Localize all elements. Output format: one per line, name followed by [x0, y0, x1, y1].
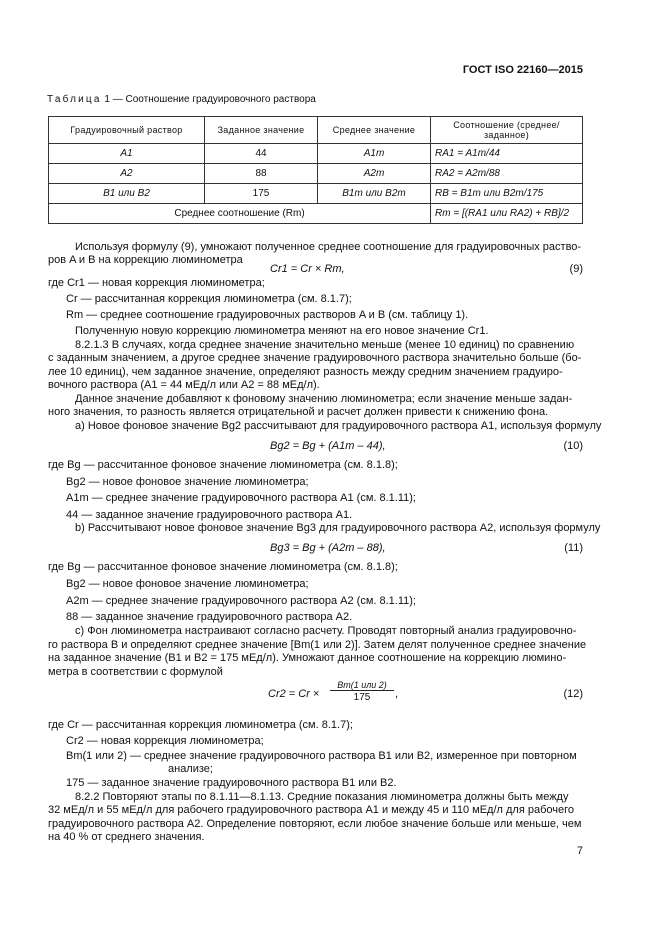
table-cell	[318, 184, 431, 204]
table-cell	[49, 164, 205, 184]
paragraph-line: ного значения, то разность является отрицательной и расчет должен привести к снижению фона.	[48, 406, 549, 418]
column-header: Градуировочный раствор	[49, 117, 205, 144]
equation-number: (11)	[564, 542, 583, 554]
column-header: Среднее значение	[318, 117, 431, 144]
definition-line: где Cr1 — новая коррекция люминометра;	[48, 277, 265, 289]
table-cell-text: A2m	[363, 168, 385, 179]
definition-line: 175 — заданное значение градуировочного раствора B1 или B2.	[66, 777, 397, 789]
equation-text: Cr2 = Cr ×	[268, 688, 320, 700]
table-cell-text: Rm = [(RA1 или RA2) + RB]/2	[435, 208, 570, 219]
definition-line: A1m — среднее значение градуировочного раствора A1 (см. 8.1.11);	[66, 492, 416, 504]
table-cell	[431, 184, 583, 204]
fraction-numerator-text: Bm(1 или 2)	[337, 680, 387, 690]
definition-line: 44 — заданное значение градуировочного раствора A1.	[66, 509, 353, 521]
definition-line: анализе;	[168, 763, 213, 775]
definition-line: Bg2 — новое фоновое значение люминометра;	[66, 578, 309, 590]
column-header: Соотношение (среднее/заданное)	[431, 117, 583, 144]
table-cell	[318, 164, 431, 184]
equation-10	[270, 440, 386, 452]
definition-line: A2m — среднее значение градуировочного раствора A2 (см. 8.1.11);	[66, 595, 416, 607]
definition-line: Bg2 — новое фоновое значение люминометра;	[66, 476, 309, 488]
equation-number: (9)	[569, 263, 583, 275]
table-cell	[431, 164, 583, 184]
definition-line: где Bg — рассчитанное фоновое значение люминометра (см. 8.1.8);	[48, 561, 398, 573]
definition-line: Bm(1 или 2) — среднее значение градуировочного раствора B1 или B2, измеренное при повторном	[66, 750, 577, 762]
equation-11	[270, 542, 386, 554]
table-cell	[318, 144, 431, 164]
definition-line: 88 — заданное значение градуировочного раствора A2.	[66, 611, 353, 623]
equation-number: (10)	[563, 440, 583, 452]
table-cell-text: A2	[120, 168, 133, 179]
paragraph-line: c) Фон люминометра настраивают согласно расчету. Проводят повторный анализ градуировочно-	[75, 625, 577, 637]
table-caption	[47, 94, 316, 105]
paragraph-line: метра в соответствии с формулой	[48, 666, 223, 678]
table-cell: 88	[205, 164, 318, 184]
table-header-row	[49, 117, 583, 144]
paragraph-line: градуировочного раствора A2. Определение повторяют, если любое значение больше или меньше, чем	[48, 818, 582, 830]
equation-12	[268, 688, 319, 700]
paragraph-line: вочного раствора (A1 = 44 мЕд/л или A2 = 88 мЕд/л).	[48, 379, 320, 391]
table-caption-word: Таблица	[47, 94, 102, 105]
definition-line: где Bg — рассчитанное фоновое значение люминометра (см. 8.1.8);	[48, 459, 398, 471]
definition-line: где Cr — рассчитанная коррекция люминометра (см. 8.1.7);	[48, 719, 353, 731]
table-cell-text: RA1 = A1m/44	[435, 148, 500, 159]
paragraph-line: b) Рассчитывают новое фоновое значение Bg3 для градуировочного раствора A2, используя формулу	[75, 522, 601, 534]
paragraph-line: 8.2.2 Повторяют этапы по 8.1.11—8.1.13. Средние показания люминометра должны быть между	[75, 791, 569, 803]
fraction-numerator	[330, 680, 394, 691]
page-number: 7	[576, 845, 583, 857]
equation-comma: ,	[395, 688, 399, 700]
document-code: ГОСТ ISO 22160—2015	[462, 64, 583, 76]
definition-line: Rm — среднее соотношение градуировочных растворов A и B (см. таблицу 1).	[66, 309, 469, 321]
equation-12-fraction	[330, 680, 394, 703]
paragraph-line: с заданным значением, а другое среднее значение градуировочного раствора значительно больше (бо-	[48, 352, 582, 364]
paragraph-line: Данное значение добавляют к фоновому значению люминометра; если значение меньше задан-	[75, 393, 573, 405]
table-cell	[431, 204, 583, 224]
equation-number: (12)	[563, 688, 583, 700]
table-cell	[431, 144, 583, 164]
table-row	[49, 184, 583, 204]
paragraph-line: 8.2.1.3 В случаях, когда среднее значение значительно меньше (менее 10 единиц) по сравнению	[75, 339, 575, 351]
paragraph-line: на заданное значение (B1 и B2 = 175 мЕд/л). Умножают данное соотношение на коррекцию люмино-	[48, 652, 567, 664]
table-cell: 44	[205, 144, 318, 164]
table-cell-text: A1	[120, 148, 133, 159]
paragraph-line: 32 мЕд/л и 55 мЕд/л для рабочего градуировочного раствора A1 и между 45 и 110 мЕд/л для рабочего	[48, 804, 574, 816]
table-row	[49, 144, 583, 164]
equation-9	[270, 263, 345, 275]
paragraph-line: ров A и B на коррекцию люминометра	[48, 254, 243, 266]
table-cell	[49, 144, 205, 164]
equation-text: Bg2 = Bg + (A1m – 44),	[270, 440, 386, 452]
table-row	[49, 164, 583, 184]
paragraph-line: Используя формулу (9), умножают полученное среднее соотношение для градуировочных раство-	[75, 241, 582, 253]
definition-line: Cr2 — новая коррекция люминометра;	[66, 735, 264, 747]
table-cell-text: B1 или B2	[103, 188, 150, 199]
paragraph-line: го раствора B и определяют среднее значение [Bm(1 или 2)]. Затем делят полученное среднее значение	[48, 639, 587, 651]
table-summary-row	[49, 204, 583, 224]
equation-text: Cr1 = Cr × Rm,	[270, 263, 345, 275]
table-cell: 175	[205, 184, 318, 204]
table-cell-text: RA2 = A2m/88	[435, 168, 500, 179]
paragraph-line: Полученную новую коррекцию люминометра меняют на его новое значение Cr1.	[75, 325, 489, 337]
definition-line: Cr — рассчитанная коррекция люминометра (см. 8.1.7);	[66, 293, 352, 305]
table-cell: Среднее соотношение (Rm)	[49, 204, 431, 224]
equation-text: Bg3 = Bg + (A2m – 88),	[270, 542, 386, 554]
calibration-table	[48, 116, 583, 224]
paragraph-line: лее 10 единиц), чем заданное значение, определяют разность между средним значением градуиро-	[48, 366, 563, 378]
table-cell-text: B1m или B2m	[342, 188, 406, 199]
table-cell-text: A1m	[363, 148, 385, 159]
paragraph-line: a) Новое фоновое значение Bg2 рассчитывают для градуировочного раствора A1, используя формулу	[75, 420, 602, 432]
fraction-denominator: 175	[353, 692, 371, 703]
table-cell	[49, 184, 205, 204]
paragraph-line: на 40 % от среднего значения.	[48, 831, 205, 843]
column-header: Заданное значение	[205, 117, 318, 144]
table-cell-text: RB = B1m или B2m/175	[435, 188, 544, 199]
table-caption-title: 1 — Соотношение градуировочного раствора	[101, 94, 316, 105]
